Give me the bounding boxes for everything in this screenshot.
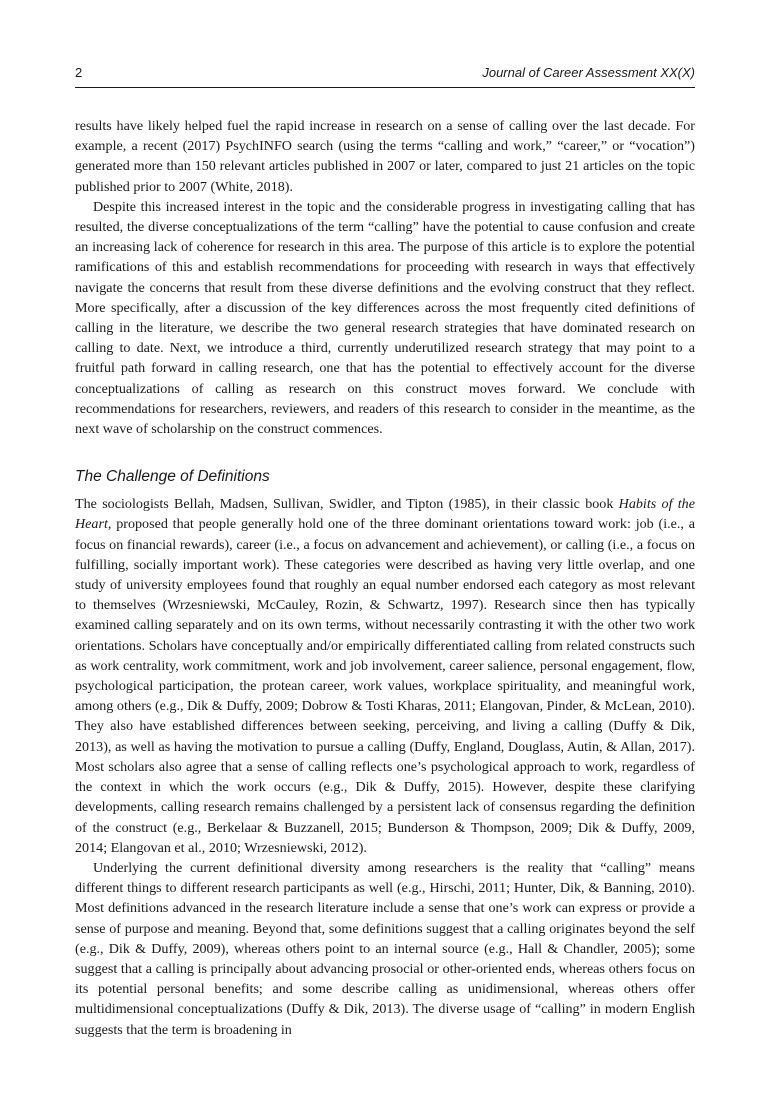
book-title: Habits of the Heart: [75, 496, 695, 533]
paragraph-1: results have likely helped fuel the rapid increase in research on a sense of calling over the last decade. For example, a recent (2017) PsychINFO search (using the terms “calling and work,” “career,” or “vocation”) generated more than 150 relevant articles published in 2007 or later, compared to just 21 articles on the topic published prior to 2007 (White, 2018).: [75, 118, 695, 195]
paragraph-2: Despite this increased interest in the topic and the considerable progress in investigating calling that has resulted, the diverse conceptualizations of the term “calling” have the potential to cause confusion and create an increasing lack of coherence for research in this area. The purpose of this article is to explore the potential ramifications of this and establish recommendations for proceeding with research in ways that effectively navigate the concerns that result from these diverse definitions and the evolving construct that they reflect. More specifically, after a discussion of the key differences across the most frequently cited definitions of calling in the literature, we describe the two general research strategies that have dominated research on calling to date. Next, we introduce a third, currently underutilized research strategy that may point to a fruitful path forward in calling research, one that has the potential to effectively account for the diverse conceptualizations of calling as research on this construct moves forward. We conclude with recommendations for researchers, reviewers, and readers of this research to consider in the meantime, as the next wave of scholarship on the construct commences.: [75, 198, 695, 438]
journal-title: Journal of Career Assessment XX(X): [482, 65, 695, 80]
header-rule: [75, 87, 695, 88]
article-body: [75, 116, 695, 1040]
paragraph-3-text-a: The sociologists Bellah, Madsen, Sullivan, Swidler, and Tipton (1985), in their classic book: [75, 496, 619, 513]
page-number: 2: [75, 65, 83, 80]
section-heading: The Challenge of Definitions: [75, 468, 270, 486]
running-header: [75, 61, 695, 83]
paragraph-4: Underlying the current definitional diversity among researchers is the reality that “calling” means different things to different research participants as well (e.g., Hirschi, 2011; Hunter, Dik, & Banning, 2010). Most definitions advanced in the research literature include a sense that one’s work can express or provide a sense of purpose and meaning. Beyond that, some definitions suggest that a calling originates beyond the self (e.g., Dik & Duffy, 2009), whereas others point to an internal source (e.g., Hall & Chandler, 2005); some suggest that a calling is principally about advancing prosocial or other-oriented ends, whereas others focus on its potential personal benefits; and some describe calling as unidimensional, whereas others offer multidimensional conceptualizations (Duffy & Dik, 2013). The diverse usage of “calling” in modern English suggests that the term is broadening in: [75, 859, 695, 1038]
paragraph-3: [75, 494, 695, 858]
paragraph-3-text-b: , proposed that people generally hold one of the three dominant orientations toward work: job (i.e., a focus on financial rewards), career (i.e., a focus on advancement and achievement), or calling (i.e., a focus on fulfilling, socially important work). These categories were described as having very little overlap, and one study of university employees found that roughly an equal number endorsed each category as most relevant to themselves (Wrzesniewski, McCauley, Rozin, & Schwartz, 1997). Research since then has typically examined calling separately and on its own terms, without necessarily contrasting it with the other two work orientations. Scholars have conceptually and/or empirically differentiated calling from related constructs such as work centrality, work commitment, work and job involvement, career salience, personal engagement, flow, psychological participation, the protean career, work values, workplace spirituality, and meaningful work, among others (e.g., Dik & Duffy, 2009; Dobrow & Tosti Kharas, 2011; Elangovan, Pinder, & McLean, 2010). They also have established differences between seeking, perceiving, and living a calling (Duffy & Dik, 2013), as well as having the motivation to pursue a calling (Duffy, England, Douglass, Autin, & Allan, 2017). Most scholars also agree that a sense of calling reflects one’s psychological approach to work, regardless of the context in which the work occurs (e.g., Dik & Duffy, 2015). However, despite these clarifying developments, calling research remains challenged by a persistent lack of consensus regarding the definition of the construct (e.g., Berkelaar & Buzzanell, 2015; Bunderson & Thompson, 2009; Dik & Duffy, 2009, 2014; Elangovan et al., 2010; Wrzesniewski, 2012).: [75, 516, 695, 856]
